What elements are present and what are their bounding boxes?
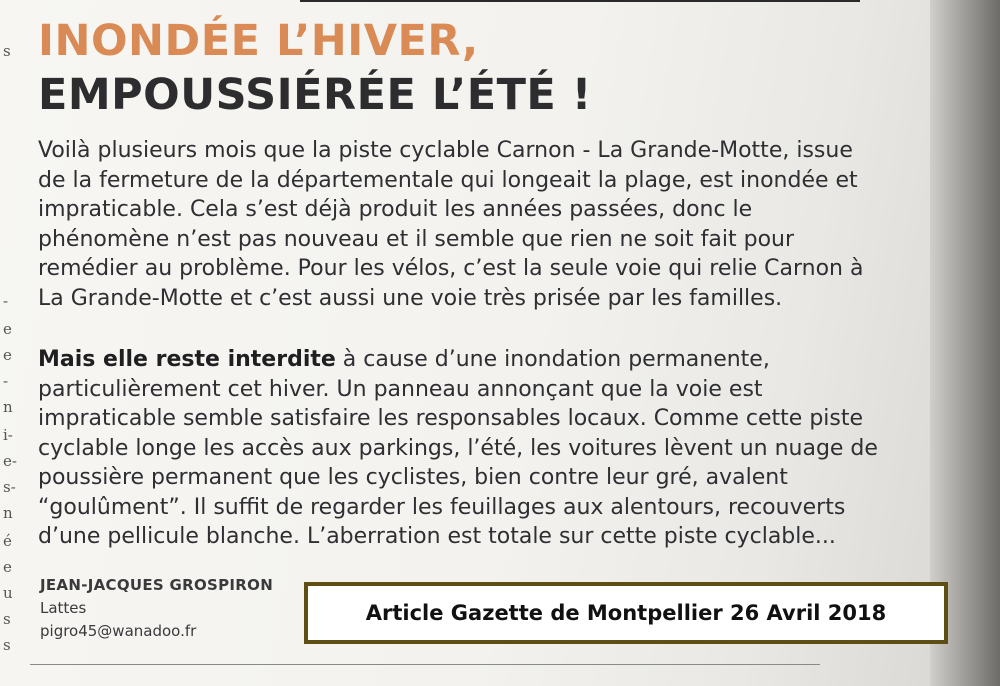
edge-fragment: e- xyxy=(3,452,17,470)
edge-fragment: n xyxy=(3,504,13,522)
author-name: JEAN-JACQUES GROSPIRON xyxy=(40,576,274,594)
edge-fragment: s xyxy=(3,636,11,654)
edge-fragment: - xyxy=(3,372,9,390)
caption-text: Article Gazette de Montpellier 26 Avril 2018 xyxy=(308,586,944,640)
edge-fragment: - xyxy=(3,292,9,310)
headline-line-1: INONDÉE L’HIVER, xyxy=(38,16,479,66)
edge-fragment: e xyxy=(3,558,12,576)
edge-fragment: i- xyxy=(3,426,13,444)
bottom-rule xyxy=(30,664,820,665)
edge-fragment: n xyxy=(3,398,13,416)
author-signature xyxy=(40,574,273,643)
headline-line-2: EMPOUSSIÉRÉE L’ÉTÉ ! xyxy=(38,70,592,120)
edge-fragment: s xyxy=(3,610,11,628)
caption-box xyxy=(304,582,948,644)
paragraph-body: à cause d’une inondation permanente, particulièrement cet hiver. Un panneau annonçant que la voie est impraticable semble satisfaire les responsables locaux. Comme cette piste cyclable longe les accès aux parkings, l’été, les voitures lèvent un nuage de poussière permanent que les cyclistes, bien contre leur gré, avalent “goulûment”. Il suffit de regarder les feuillages aux alentours, recouverts d’une pellicule blanche. L’aberration est totale sur cette piste cyclable... xyxy=(38,347,878,549)
top-rule xyxy=(300,0,860,2)
edge-fragment: s- xyxy=(3,478,16,496)
adjacent-column-edge xyxy=(0,0,22,686)
article-paragraph-2 xyxy=(38,345,878,552)
edge-fragment: é xyxy=(3,532,12,550)
edge-fragment: e xyxy=(3,346,12,364)
author-city: Lattes xyxy=(40,599,87,617)
edge-fragment: u xyxy=(3,584,13,602)
edge-fragment: e xyxy=(3,320,12,338)
author-email: pigro45@wanadoo.fr xyxy=(40,622,197,640)
paragraph-lead-in: Mais elle reste interdite xyxy=(38,347,336,372)
article-paragraph-1: Voilà plusieurs mois que la piste cyclable Carnon - La Grande-Motte, issue de la fermeture de la départementale qui longeait la plage, est inondée et impraticable. Cela s’est déjà produit les années passées, donc le phénomène n’est pas nouveau et il semble que rien ne soit fait pour remédier au problème. Pour les vélos, c’est la seule voie qui relie Carnon à La Grande-Motte et c’est aussi une voie très prisée par les familles. xyxy=(38,138,864,311)
edge-fragment: s xyxy=(3,42,11,60)
